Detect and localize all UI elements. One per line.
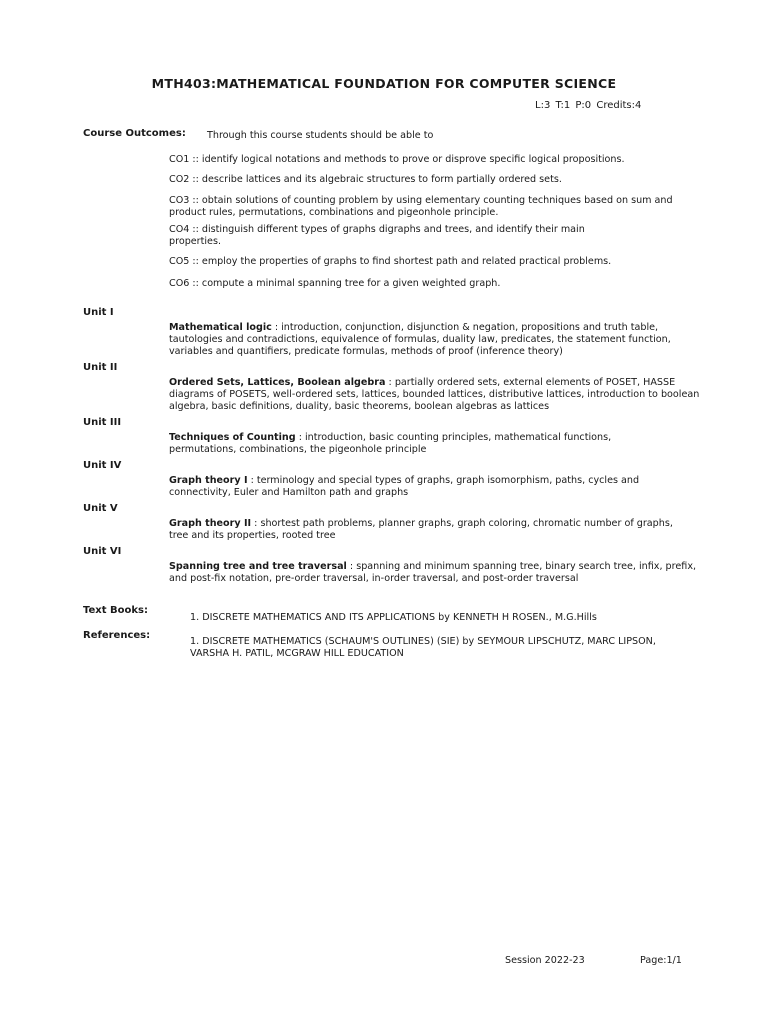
- course-outcomes-intro: Through this course students should be able to: [207, 130, 434, 141]
- course-outcomes-label: Course Outcomes:: [83, 128, 186, 139]
- unit-label-6: Unit VI: [83, 546, 122, 557]
- unit-label-3: Unit III: [83, 417, 122, 428]
- co-item-2: CO2 :: describe lattices and its algebraic structures to form partially ordered sets.: [169, 174, 562, 185]
- unit-content-6: : spanning and minimum spanning tree, binary search tree, infix, prefix, and post-fix notation, pre-order traversal, in-order traversal, and post-order traversal: [169, 561, 697, 584]
- unit-content-1: : introduction, conjunction, disjunction & negation, propositions and truth table, tautologies and contradictions, equivalence of formulas, duality law, predicates, the statement function, variables and quantifiers, predicate formulas, methods of proof (inference theory): [169, 322, 671, 357]
- unit-body-4: [169, 475, 689, 499]
- co-item-4: CO4 :: distinguish different types of graphs digraphs and trees, and identify their main properties.: [169, 224, 585, 247]
- unit-topic-3: Techniques of Counting: [169, 432, 296, 443]
- text-book-item-1: 1. DISCRETE MATHEMATICS AND ITS APPLICATIONS by KENNETH H ROSEN., M.G.Hills: [190, 612, 597, 623]
- unit-content-2: : partially ordered sets, external elements of POSET, HASSE diagrams of POSETS, well-ordered sets, lattices, bounded lattices, distributive lattices, introduction to boolean algebra, basic definitions, duality, basic theorems, boolean algebras as lattices: [169, 377, 700, 412]
- unit-label-1: Unit I: [83, 307, 114, 318]
- unit-topic-1: Mathematical logic: [169, 322, 272, 333]
- unit-body-3: [169, 432, 659, 456]
- co-item-6: CO6 :: compute a minimal spanning tree for a given weighted graph.: [169, 278, 501, 289]
- unit-content-5: : shortest path problems, planner graphs, graph coloring, chromatic number of graphs, tree and its properties, rooted tree: [169, 518, 673, 541]
- unit-topic-4: Graph theory I: [169, 475, 248, 486]
- unit-topic-5: Graph theory II: [169, 518, 252, 529]
- co-item-5: CO5 :: employ the properties of graphs to find shortest path and related practical problems.: [169, 256, 612, 267]
- unit-label-5: Unit V: [83, 503, 118, 514]
- unit-body-6: [169, 561, 709, 585]
- text-books-label: Text Books:: [83, 605, 148, 616]
- page-title: MTH403:MATHEMATICAL FOUNDATION FOR COMPUTER SCIENCE: [151, 76, 617, 91]
- unit-topic-2: Ordered Sets, Lattices, Boolean algebra: [169, 377, 386, 388]
- unit-body-1: [169, 322, 709, 358]
- reference-item-1: 1. DISCRETE MATHEMATICS (SCHAUM'S OUTLINES) (SIE) by SEYMOUR LIPSCHUTZ, MARC LIPSON, VARSHA H. PATIL, MCGRAW HILL EDUCATION: [190, 636, 656, 659]
- unit-content-3: : introduction, basic counting principles, mathematical functions, permutations, combinations, the pigeonhole principle: [169, 432, 612, 455]
- credits-line: L:3 T:1 P:0 Credits:4: [535, 100, 642, 111]
- page-number: Page:1/1: [640, 955, 682, 966]
- unit-label-4: Unit IV: [83, 460, 122, 471]
- unit-content-4: : terminology and special types of graphs, graph isomorphism, paths, cycles and connectivity, Euler and Hamilton path and graphs: [169, 475, 640, 498]
- unit-label-2: Unit II: [83, 362, 118, 373]
- unit-topic-6: Spanning tree and tree traversal: [169, 561, 347, 572]
- unit-body-5: [169, 518, 689, 542]
- session-label: Session 2022-23: [505, 955, 585, 966]
- co-item-3: CO3 :: obtain solutions of counting problem by using elementary counting techniques based on sum and product rules, permutations, combinations and pigeonhole principle.: [169, 195, 673, 218]
- unit-body-2: [169, 377, 709, 413]
- references-label: References:: [83, 630, 151, 641]
- co-item-1: CO1 :: identify logical notations and methods to prove or disprove specific logical propositions.: [169, 154, 625, 165]
